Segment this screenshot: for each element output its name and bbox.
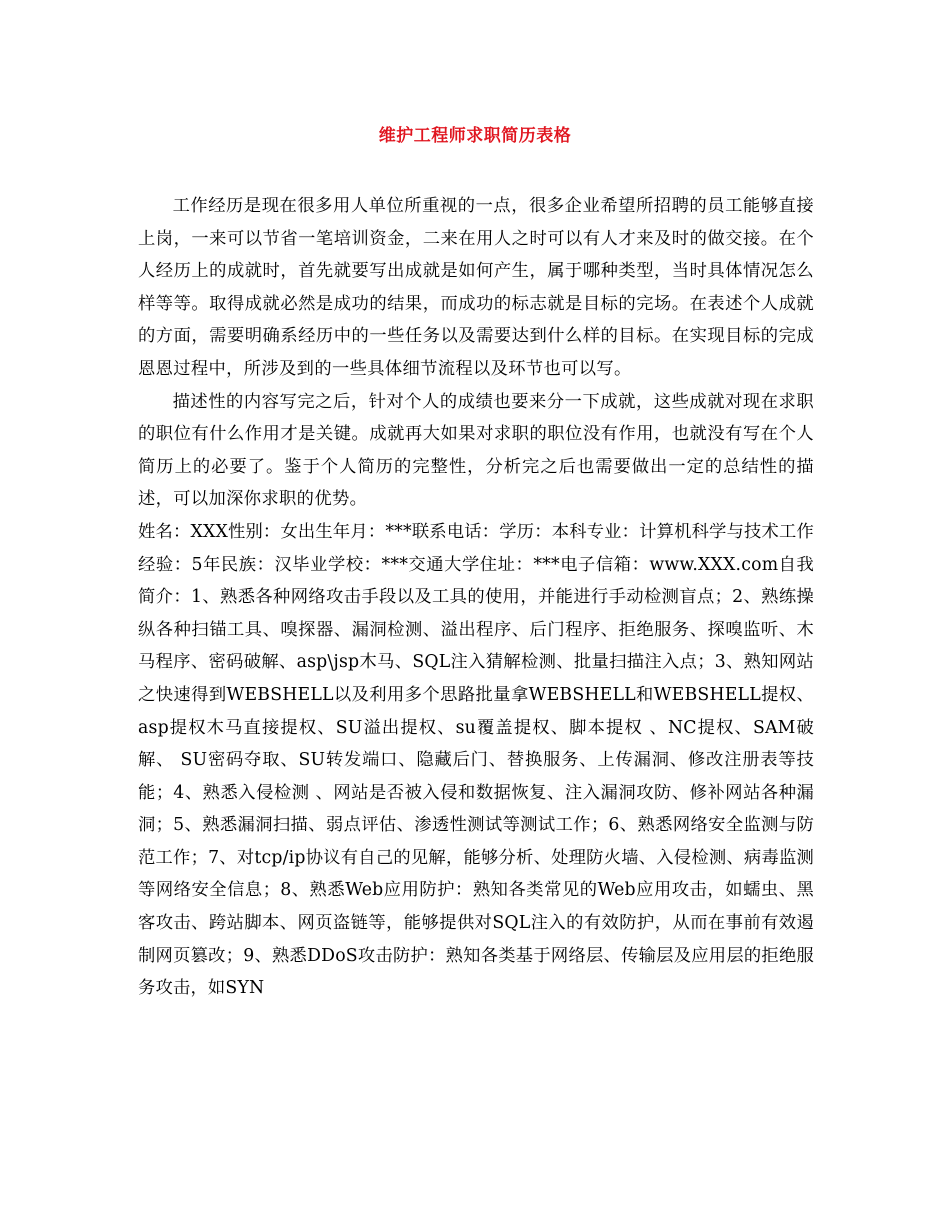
document-body [138, 190, 814, 1005]
document-title: 维护工程师求职简历表格 [378, 126, 572, 146]
paragraph-work-experience: 工作经历是现在很多用人单位所重视的一点，很多企业希望所招聘的员工能够直接上岗，一来可以节省一笔培训资金，二来在用人之时可以有人才来及时的做交接。在个人经历上的成就时，首先就要写出成就是如何产生，属于哪种类型，当时具体情况怎么样等等。取得成就必然是成功的结果，而成功的标志就是目标的完场。在表述个人成就的方面，需要明确系经历中的一些任务以及需要达到什么样的目标。在实现目标的完成恩恩过程中，所涉及到的一些具体细节流程以及环节也可以写。 [138, 196, 814, 379]
paragraph-achievement-description: 描述性的内容写完之后，针对个人的成绩也要来分一下成就，这些成就对现在求职的职位有什么作用才是关键。成就再大如果对求职的职位没有作用，也就没有写在个人简历上的必要了。鉴于个人简历的完整性，分析完之后也需要做出一定的总结性的描述，可以加深你求职的优势。 [138, 391, 814, 510]
resume-details: 姓名：XXX性别：女出生年月：***联系电话：学历：本科专业：计算机科学与技术工作经验：5年民族：汉毕业学校：***交通大学住址：***电子信箱：www.XXX.com自我简介：1、熟悉各种网络攻击手段以及工具的使用，并能进行手动检测盲点；2、熟练操纵各种扫锚工具、嗅探器、漏洞检测、溢出程序、后门程序、拒绝服务、探嗅监听、木马程序、密码破解、asp\jsp木马、SQL注入猜解检测、批量扫描注入点；3、熟知网站之快速得到WEBSHELL以及利用多个思路批量拿WEBSHELL和WEBSHELL提权、asp提权木马直接提权、SU溢出提权、su覆盖提权、脚本提权 、NC提权、SAM破解、 SU密码夺取、SU转发端口、隐藏后门、替换服务、上传漏洞、修改注册表等技能；4、熟悉入侵检测 、网站是否被入侵和数据恢复、注入漏洞攻防、修补网站各种漏洞；5、熟悉漏洞扫描、弱点评估、渗透性测试等测试工作；6、熟悉网络安全监测与防范工作；7、对tcp/ip协议有自己的见解，能够分析、处理防火墙、入侵检测、病毒监测等网络安全信息；8、熟悉Web应用防护：熟知各类常见的Web应用攻击，如蠕虫、黑客攻击、跨站脚本、网页盗链等，能够提供对SQL注入的有效防护，从而在事前有效遏制网页篡改；9、熟悉DDoS攻击防护：熟知各类基于网络层、传输层及应用层的拒绝服务攻击，如SYN [138, 521, 814, 999]
